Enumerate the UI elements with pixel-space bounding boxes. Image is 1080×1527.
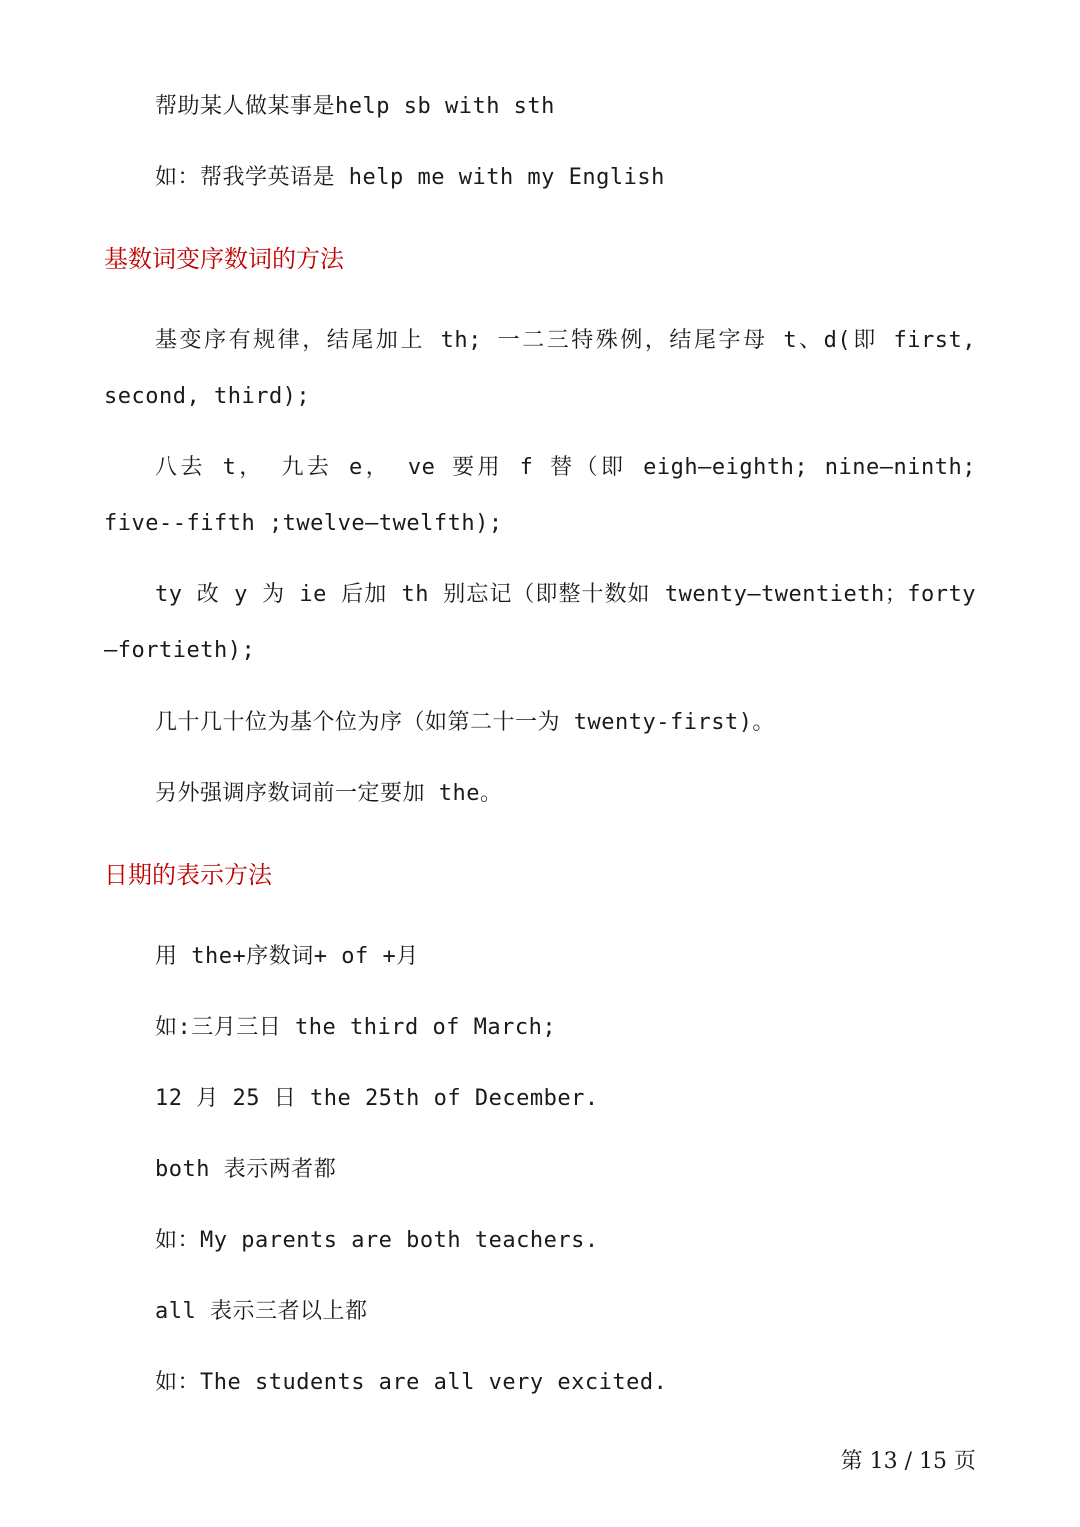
paragraph: 八去 t， 九去 e， ve 要用 f 替（即 eigh—eighth; nine—ninth; five--fifth ;twelve—twelfth); (104, 455, 976, 536)
paragraph: 基变序有规律，结尾加上 th; 一二三特殊例，结尾字母 t、d(即 first, second, third); (104, 328, 976, 409)
text-line: 帮助某人做某事是help sb with sth (155, 94, 555, 119)
text-line: 用 the+序数词+ of +月 (155, 944, 419, 969)
paragraph: 另外强调序数词前一定要加 the。 (155, 781, 503, 806)
page-number: 第 13 / 15 页 (840, 1449, 976, 1474)
paragraph: ty 改 y 为 ie 后加 th 别忘记（即整十数如 twenty—twentieth；forty—fortieth); (104, 582, 976, 663)
text-line: 如:三月三日 the third of March; (155, 1015, 557, 1040)
text-line: 如：My parents are both teachers. (155, 1228, 599, 1253)
text-line: both 表示两者都 (155, 1157, 337, 1182)
section-heading: 日期的表示方法 (104, 861, 272, 889)
text-line: 如：帮我学英语是 help me with my English (155, 165, 665, 190)
text-line: 12 月 25 日 the 25th of December. (155, 1086, 599, 1111)
text-line: 如：The students are all very excited. (155, 1370, 668, 1395)
text-line: all 表示三者以上都 (155, 1299, 368, 1324)
paragraph: 几十几十位为基个位为序（如第二十一为 twenty-first)。 (155, 710, 775, 735)
section-heading: 基数词变序数词的方法 (104, 245, 344, 273)
